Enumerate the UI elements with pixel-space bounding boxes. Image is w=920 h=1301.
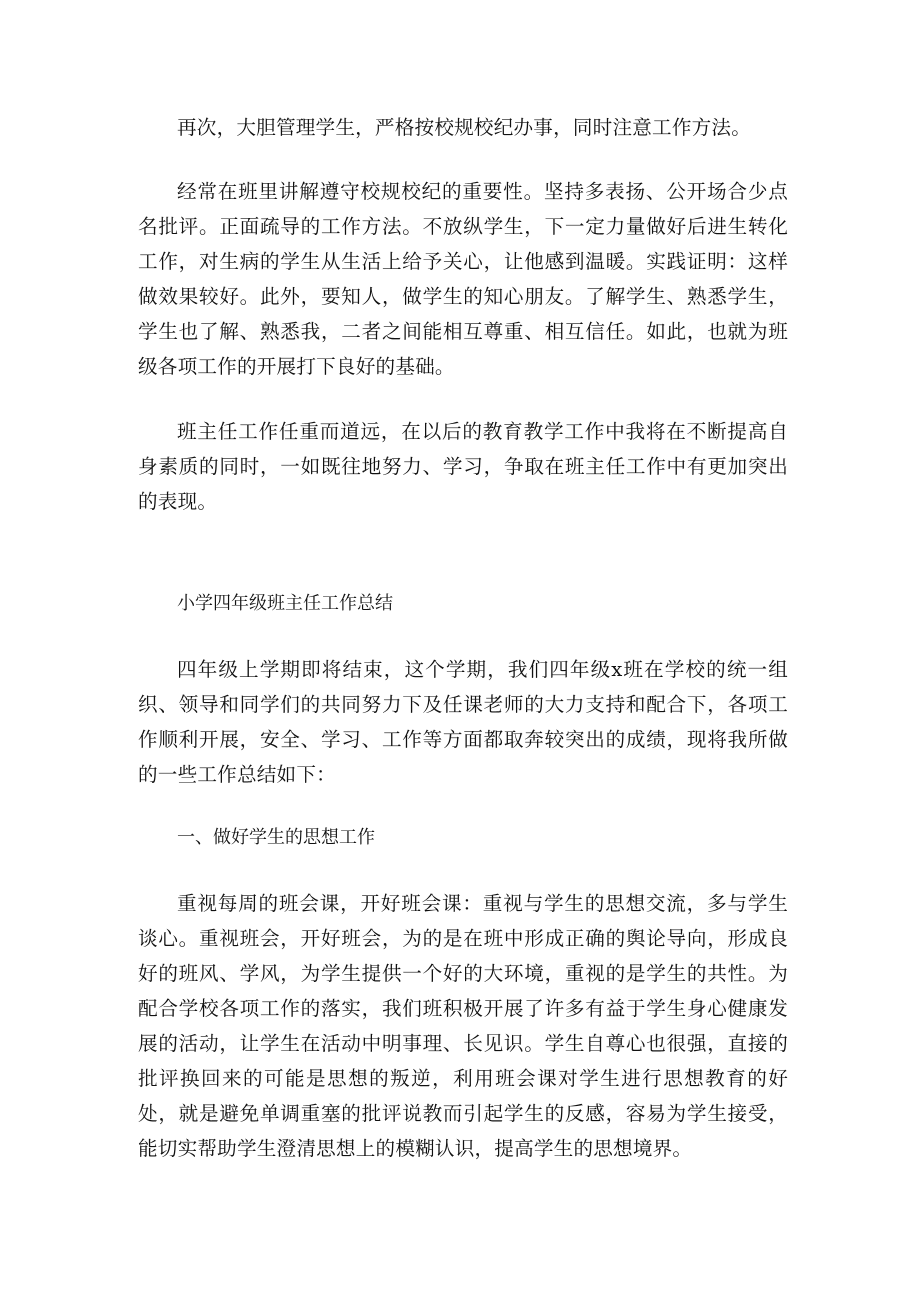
paragraph-work-method: 再次，大胆管理学生，严格按校规校纪办事，同时注意工作方法。: [177, 116, 752, 139]
subsection-title-ideology: 一、做好学生的思想工作: [177, 827, 375, 848]
section-title-summary: 小学四年级班主任工作总结: [177, 593, 393, 614]
paragraph-discipline: 经常在班里讲解遵守校规校纪的重要性。坚持多表扬、公开场合少点名批评。正面疏导的工作方法。不放纵学生，下一定力量做好后进生转化工作，对生病的学生从生活上给予关心，让他感到温暖。实践证明：这样做效果较好。此外，要知人，做学生的知心朋友。了解学生、熟悉学生，学生也了解、熟悉我，二者之间能相互尊重、相互信任。如此，也就为班级各项工作的开展打下良好的基础。: [138, 180, 788, 378]
paragraph-introduction: 四年级上学期即将结束，这个学期，我们四年级x班在学校的统一组织、领导和同学们的共同努力下及任课老师的大力支持和配合下，各项工作顺利开展，安全、学习、工作等方面都取奔较突出的成绩，现将我所做的一些工作总结如下：: [138, 658, 788, 786]
paragraph-outlook: 班主任工作任重而道远，在以后的教育教学工作中我将在不断提高自身素质的同时，一如既往地努力、学习，争取在班主任工作中有更加突出的表现。: [138, 420, 788, 513]
paragraph-class-meeting: 重视每周的班会课，开好班会课：重视与学生的思想交流，多与学生谈心。重视班会，开好班会，为的是在班中形成正确的舆论导向，形成良好的班风、学风，为学生提供一个好的大环境，重视的是学生的共性。为配合学校各项工作的落实，我们班积极开展了许多有益于学生身心健康发展的活动，让学生在活动中明事理、长见识。学生自尊心也很强，直接的批评换回来的可能是思想的叛逆，利用班会课对学生进行思想教育的好处，就是避免单调重塞的批评说教而引起学生的反感，容易为学生接受，能切实帮助学生澄清思想上的模糊认识，提高学生的思想境界。: [138, 892, 788, 1160]
